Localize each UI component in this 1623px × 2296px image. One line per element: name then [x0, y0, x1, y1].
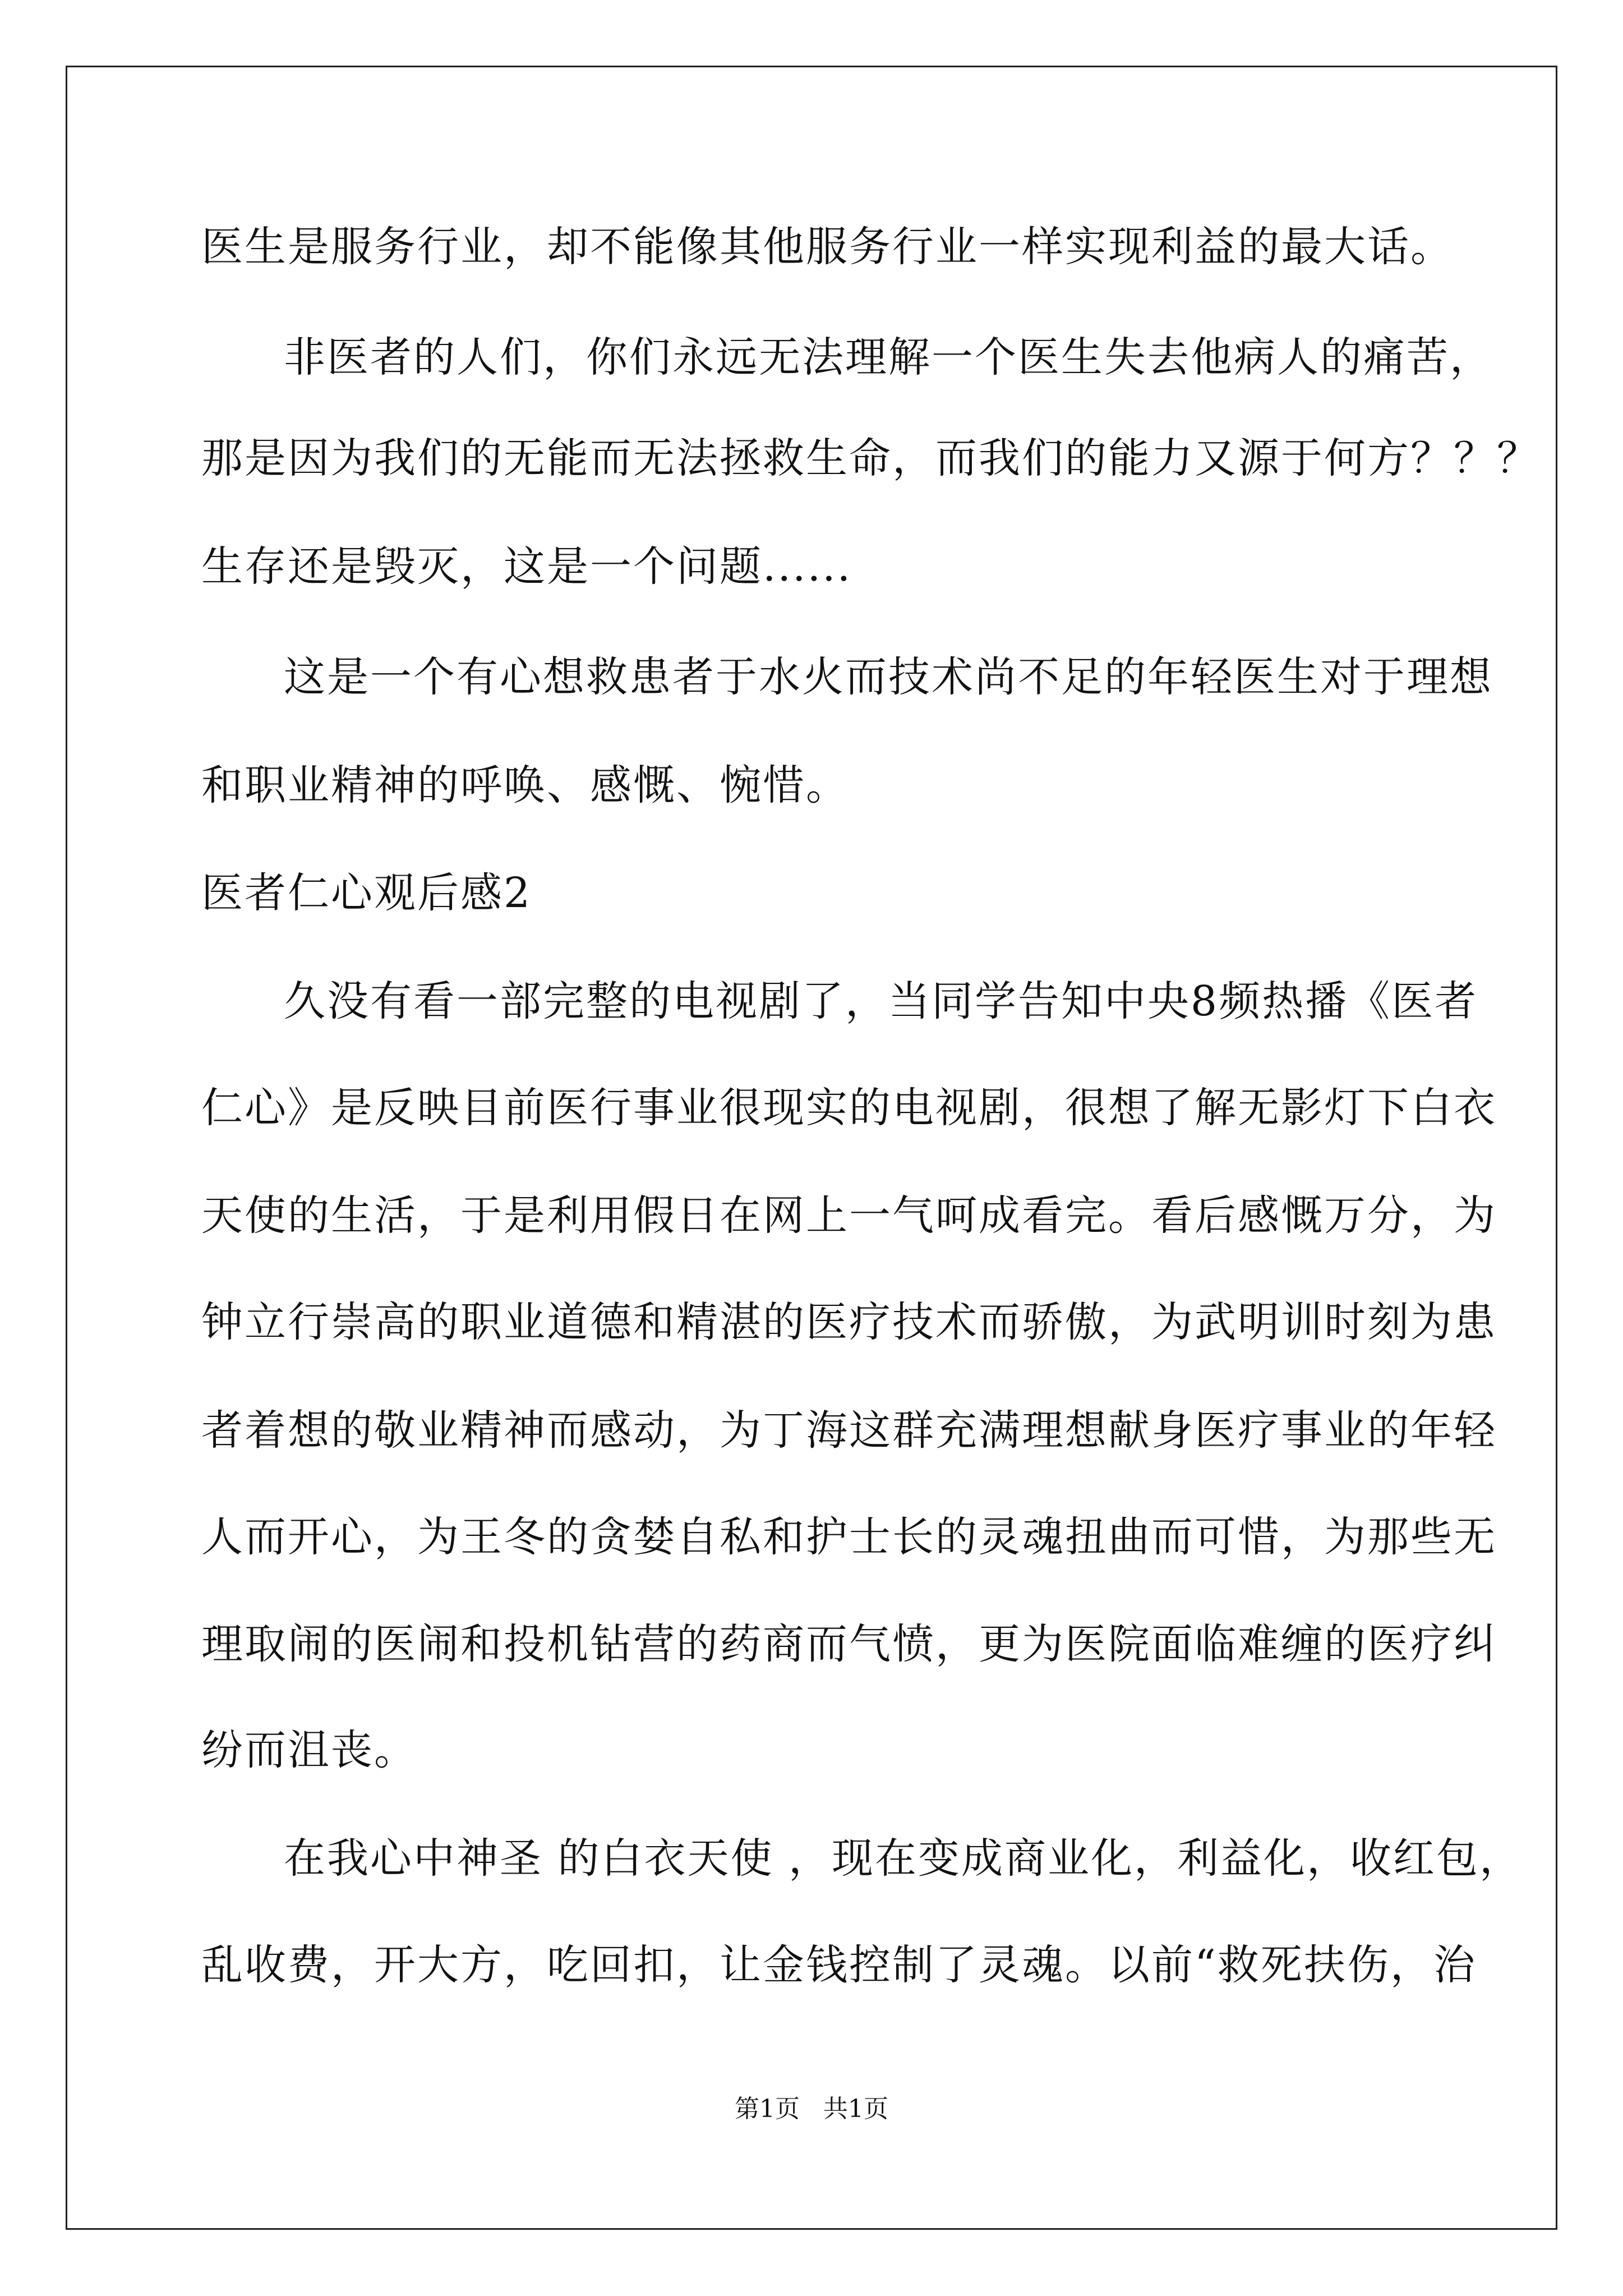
text-line: 生存还是毁灭，这是一个问题...... [201, 542, 852, 591]
section-heading: 医者仁心观后感2 [201, 869, 532, 917]
text-line: 者着想的敬业精神而感动，为丁海这群充满理想献身医疗事业的年轻 [201, 1406, 1497, 1455]
text-line: 那是因为我们的无能而无法拯救生命，而我们的能力又源于何方？？？ [201, 434, 1540, 482]
text-line: 纷而沮丧。 [201, 1726, 417, 1774]
text-line: 天使的生活，于是利用假日在网上一气呵成看完。看后感慨万分，为 [201, 1191, 1497, 1240]
text-line: 人而开心，为王冬的贪婪自私和护士长的灵魂扭曲而可惜，为那些无 [201, 1513, 1497, 1561]
text-line: 久没有看一部完整的电视剧了，当同学告知中央8频热播《医者 [284, 977, 1478, 1025]
page-footer: 第1页 共1页 [735, 2095, 888, 2123]
text-line: 这是一个有心想救患者于水火而技术尚不足的年轻医生对于理想 [284, 653, 1493, 701]
text-line: 非医者的人们，你们永远无法理解一个医生失去他病人的痛苦， [284, 333, 1493, 381]
page-border [66, 66, 1557, 2230]
text-line: 乱收费，开大方，吃回扣，让金钱控制了灵魂。以前“救死扶伤，治 [201, 1941, 1477, 1989]
text-line: 仁心》是反映目前医行事业很现实的电视剧，很想了解无影灯下白衣 [201, 1084, 1497, 1132]
text-line: 在我心中神圣 的白衣天使 ，现在变成商业化，利益化，收红包， [284, 1834, 1523, 1883]
text-line: 和职业精神的呼唤、感慨、惋惜。 [201, 761, 849, 809]
text-line: 钟立行崇高的职业道德和精湛的医疗技术而骄傲，为武明训时刻为患 [201, 1298, 1497, 1346]
text-line: 医生是服务行业，却不能像其他服务行业一样实现利益的最大话。 [201, 223, 1454, 271]
text-line: 理取闹的医闹和投机钻营的药商而气愤，更为医院面临难缠的医疗纠 [201, 1620, 1497, 1668]
